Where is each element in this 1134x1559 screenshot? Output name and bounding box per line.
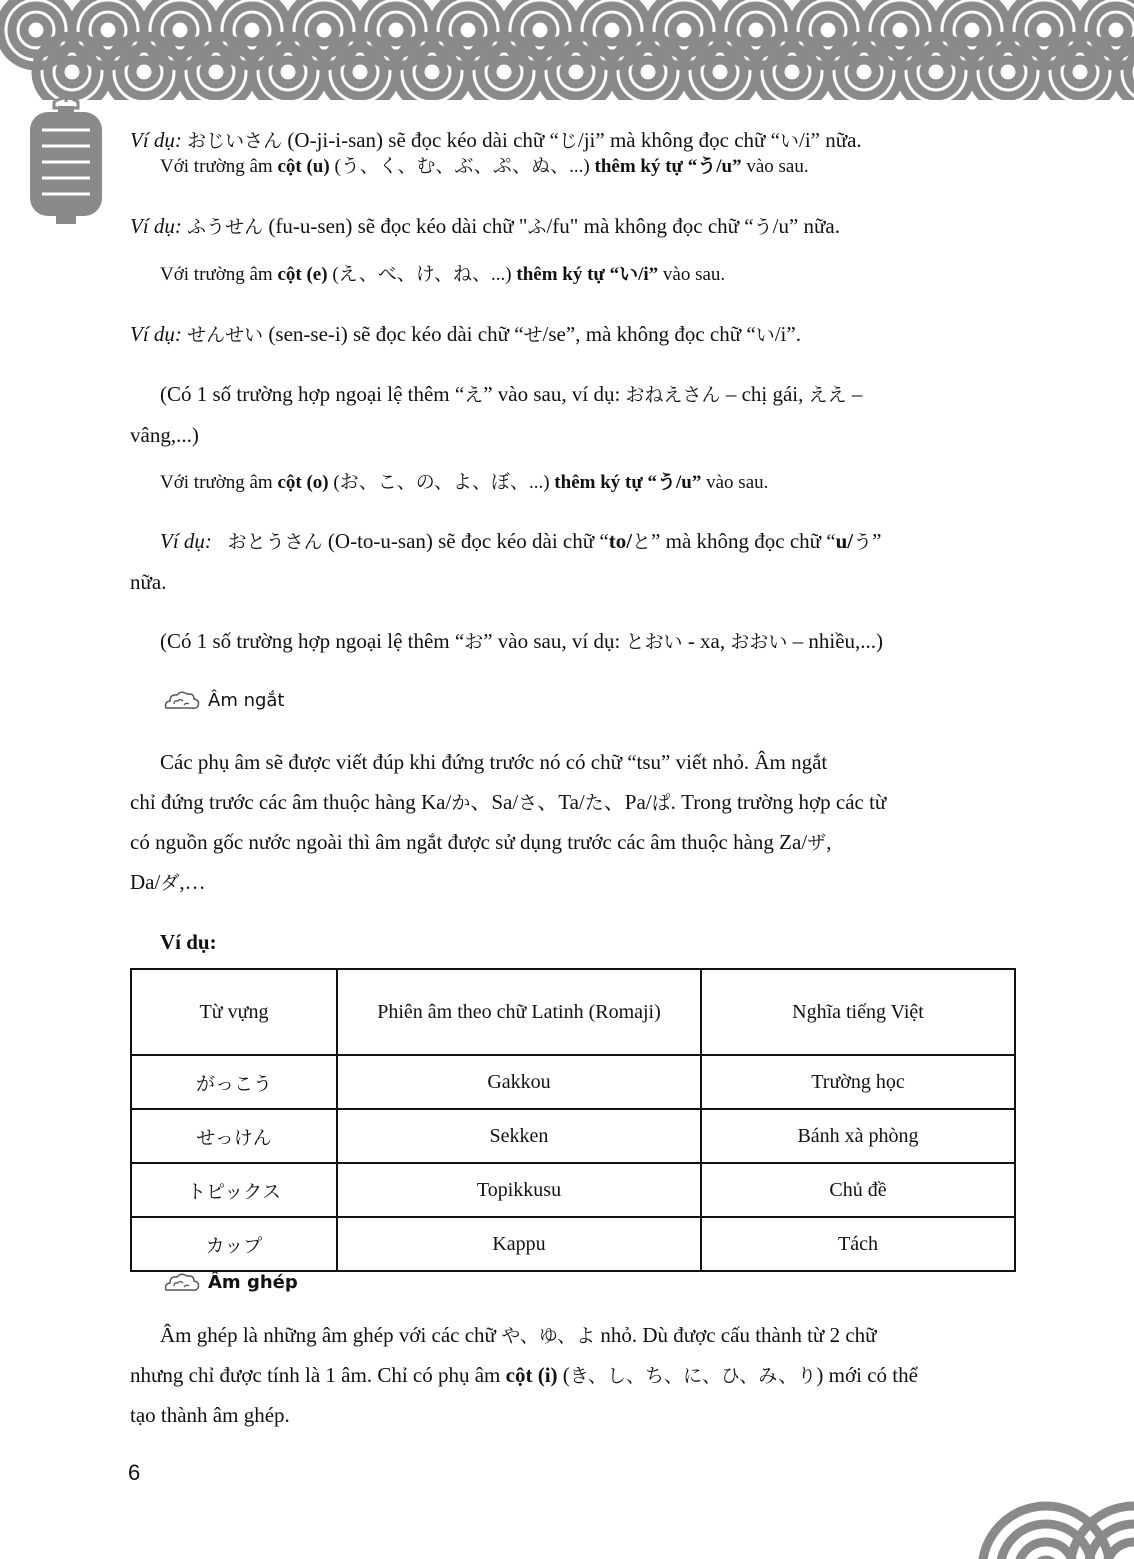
section-heading <box>162 688 285 712</box>
table-cell: Trường học <box>701 1055 1015 1109</box>
table-cell: Gakkou <box>337 1055 701 1109</box>
section-heading-text: Âm ngắt <box>208 689 285 711</box>
text-line: (Có 1 số trường hợp ngoại lệ thêm “え” vào sau, ví dụ: おねえさん – chị gái, ええ – <box>160 382 863 406</box>
table-cell: Tách <box>701 1217 1015 1271</box>
cloud-icon <box>162 688 202 712</box>
table-cell: Topikkusu <box>337 1163 701 1217</box>
table-cell: トピックス <box>131 1163 337 1217</box>
text-line: Ví dụ: おじいさん (O-ji-i-san) sẽ đọc kéo dài chữ “じ/ji” mà không đọc chữ “い/i” nữa. <box>130 128 862 152</box>
cloud-icon <box>162 1270 202 1294</box>
wave-pattern-icon <box>0 0 1134 100</box>
text-line: tạo thành âm ghép. <box>130 1403 290 1427</box>
text-line: có nguồn gốc nước ngoài thì âm ngắt được sử dụng trước các âm thuộc hàng Za/ザ, <box>130 830 832 854</box>
text-line: nữa. <box>130 570 167 594</box>
table-cell: カップ <box>131 1217 337 1271</box>
section-heading <box>162 1270 298 1294</box>
page-number: 6 <box>128 1460 141 1485</box>
text-line: Ví dụ: おとうさん (O-to-u-san) sẽ đọc kéo dài chữ “to/と” mà không đọc chữ “u/う” <box>160 529 882 553</box>
text-line: Ví dụ: ふうせん (fu-u-sen) sẽ đọc kéo dài chữ "ふ/fu" mà không đọc chữ “う/u” nữa. <box>130 214 840 238</box>
table-cell: Sekken <box>337 1109 701 1163</box>
table-cell: せっけん <box>131 1109 337 1163</box>
text-line: (Có 1 số trường hợp ngoại lệ thêm “お” vào sau, ví dụ: とおい - xa, おおい – nhiều,...) <box>160 629 884 653</box>
table-cell: Kappu <box>337 1217 701 1271</box>
text-line: chỉ đứng trước các âm thuộc hàng Ka/か、Sa/さ、Ta/た、Pa/ぱ. Trong trường hợp các từ <box>130 790 887 814</box>
wave-pattern-icon <box>974 1488 1134 1559</box>
table-header-cell: Phiên âm theo chữ Latinh (Romaji) <box>337 969 701 1055</box>
text-line: Âm ghép là những âm ghép với các chữ や、ゆ、よ nhỏ. Dù được cấu thành từ 2 chữ <box>160 1323 877 1347</box>
table-row <box>131 1217 1015 1271</box>
lantern-icon <box>26 96 106 226</box>
table-header-cell: Nghĩa tiếng Việt <box>701 969 1015 1055</box>
table-cell: Chủ đề <box>701 1163 1015 1217</box>
text-line: Với trường âm cột (o) (お、こ、の、よ、ぼ、...) thêm ký tự “う/u” vào sau. <box>160 471 769 493</box>
table-row <box>131 1055 1015 1109</box>
text-line: Da/ダ,… <box>130 870 206 894</box>
table-header-cell: Từ vựng <box>131 969 337 1055</box>
section-heading-text: Âm ghép <box>208 1271 298 1293</box>
text-line: Ví dụ: せんせい (sen-se-i) sẽ đọc kéo dài chữ “せ/se”, mà không đọc chữ “い/i”. <box>130 322 801 346</box>
text-line: Với trường âm cột (e) (え、べ、け、ね、...) thêm ký tự “い/i” vào sau. <box>160 263 726 285</box>
text-line: Các phụ âm sẽ được viết đúp khi đứng trước nó có chữ “tsu” viết nhỏ. Âm ngắt <box>160 750 828 774</box>
vocab-table <box>130 968 1016 1272</box>
table-cell: Bánh xà phòng <box>701 1109 1015 1163</box>
table-row <box>131 1109 1015 1163</box>
text-line: Với trường âm cột (u) (う、く、む、ぶ、ぷ、ぬ、...) thêm ký tự “う/u” vào sau. <box>160 155 809 177</box>
table-cell: がっこう <box>131 1055 337 1109</box>
text-line: vâng,...) <box>130 423 199 447</box>
table-header-row <box>131 969 1015 1055</box>
text-line: nhưng chỉ được tính là 1 âm. Chỉ có phụ âm cột (i) (き、し、ち、に、ひ、み、り) mới có thể <box>130 1363 918 1387</box>
table-row <box>131 1163 1015 1217</box>
example-label: Ví dụ: <box>160 930 217 954</box>
